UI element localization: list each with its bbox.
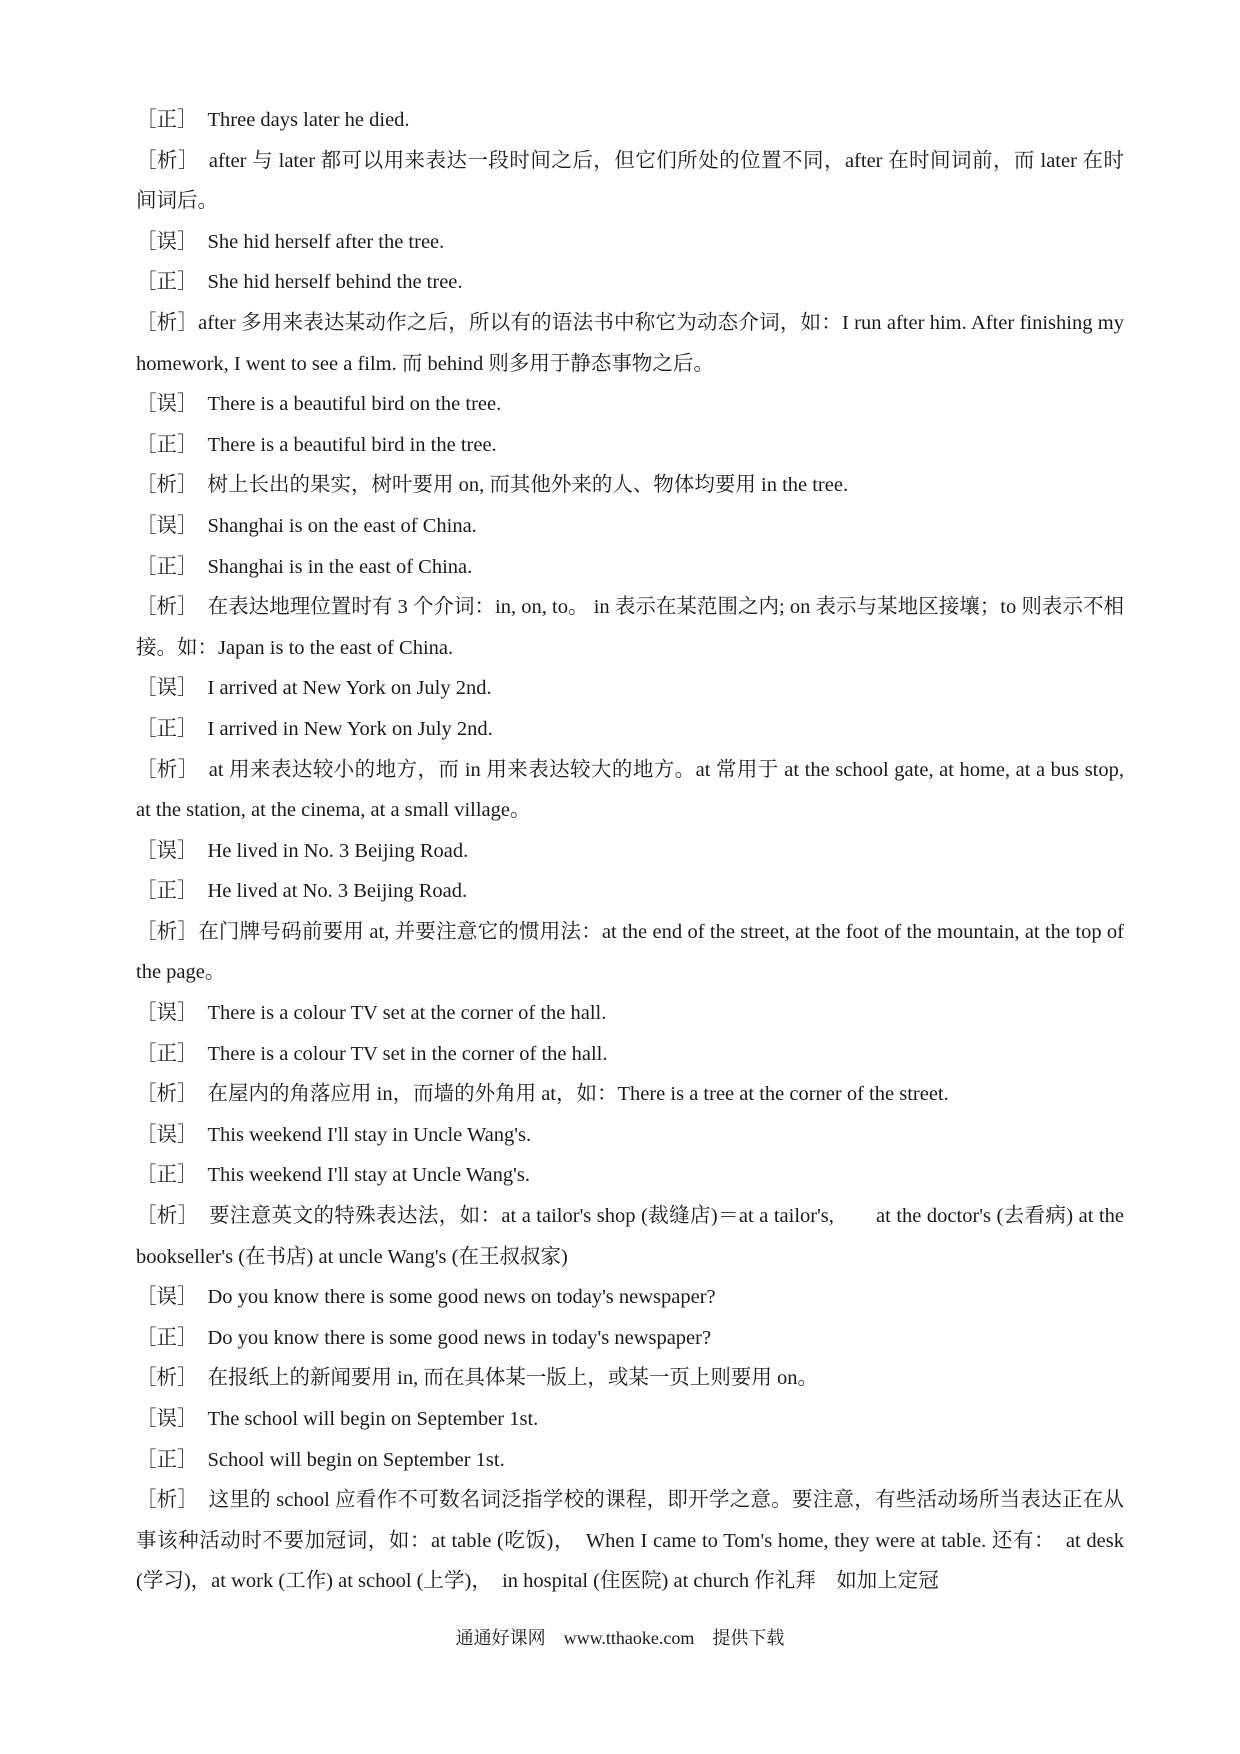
line-analysis	[136, 1480, 1124, 1602]
tag-wrong: ［误］	[136, 1408, 198, 1430]
line-analysis	[136, 141, 1124, 222]
line-analysis	[136, 303, 1124, 384]
tag-wrong: ［误］	[136, 1286, 198, 1309]
tag-wrong: ［误］	[136, 677, 198, 700]
line-wrong	[136, 506, 1124, 547]
tag-correct: ［正］	[136, 271, 198, 294]
line-analysis	[136, 912, 1124, 993]
line-text: 树上长出的果实，树叶要用 on, 而其他外来的人、物体均要用 in the tree.	[207, 474, 849, 497]
line-text: 这里的 school 应看作不可数名词泛指学校的课程，即开学之意。要注意，有些活动场所当表达正在从事该种活动时不要加冠词，如：at table (吃饭)， When I came to Tom's home, they were at table. 还有： at desk (学习)，at work (工作) at school (上学)， in hospital (住医院) at church 作礼拜 如加上定冠	[136, 1489, 1124, 1593]
line-wrong	[136, 1399, 1124, 1440]
tag-wrong: ［误］	[136, 1123, 198, 1146]
tag-analysis: ［析］	[136, 311, 199, 334]
line-text: Three days later he died.	[207, 109, 410, 131]
line-correct	[136, 1318, 1124, 1359]
tag-analysis: ［析］	[136, 149, 199, 172]
tag-wrong: ［误］	[136, 1002, 198, 1025]
line-text: I arrived at New York on July 2nd.	[207, 677, 492, 700]
line-text: She hid herself after the tree.	[207, 230, 445, 253]
tag-wrong: ［误］	[136, 230, 198, 253]
line-text: 要注意英文的特殊表达法，如：at a tailor's shop (裁缝店)＝at a tailor's, at the doctor's (去看病) at the bookseller's (在书店) at uncle Wang's (在王叔叔家)	[136, 1205, 1124, 1268]
tag-correct: ［正］	[136, 109, 198, 131]
tag-correct: ［正］	[136, 1448, 198, 1471]
line-correct	[136, 262, 1124, 303]
tag-analysis: ［析］	[136, 1489, 199, 1512]
tag-correct: ［正］	[136, 880, 198, 903]
line-wrong	[136, 993, 1124, 1034]
tag-analysis: ［析］	[136, 474, 198, 497]
line-text: He lived at No. 3 Beijing Road.	[207, 880, 468, 903]
line-correct	[136, 547, 1124, 588]
line-text: The school will begin on September 1st.	[207, 1408, 539, 1430]
line-analysis	[136, 465, 1124, 506]
line-wrong	[136, 668, 1124, 709]
line-correct	[136, 1034, 1124, 1075]
line-text: after 与 later 都可以用来表达一段时间之后，但它们所处的位置不同，after 在时间词前，而 later 在时间词后。	[136, 149, 1124, 213]
line-text: There is a beautiful bird in the tree.	[207, 433, 497, 456]
line-text: 在门牌号码前要用 at, 并要注意它的惯用法：at the end of the street, at the foot of the mountain, at the top of the page。	[136, 920, 1125, 984]
tag-analysis: ［析］	[136, 1205, 199, 1228]
line-wrong	[136, 831, 1124, 872]
line-text: Shanghai is in the east of China.	[207, 555, 473, 578]
line-correct	[136, 709, 1124, 750]
line-wrong	[136, 222, 1124, 263]
tag-analysis: ［析］	[136, 596, 198, 619]
line-text: School will begin on September 1st.	[207, 1448, 505, 1471]
line-text: He lived in No. 3 Beijing Road.	[207, 839, 469, 862]
line-correct	[136, 1155, 1124, 1196]
line-text: Shanghai is on the east of China.	[207, 514, 477, 537]
tag-correct: ［正］	[136, 555, 198, 578]
line-analysis	[136, 1074, 1124, 1115]
line-text: There is a colour TV set at the corner of the hall.	[207, 1002, 607, 1025]
line-correct	[136, 100, 1124, 141]
line-analysis	[136, 587, 1124, 668]
line-wrong	[136, 384, 1124, 425]
line-correct	[136, 871, 1124, 912]
line-text: This weekend I'll stay at Uncle Wang's.	[207, 1164, 530, 1187]
tag-correct: ［正］	[136, 1042, 198, 1065]
tag-correct: ［正］	[136, 433, 198, 456]
document-body	[136, 100, 1124, 1602]
line-analysis	[136, 1358, 1124, 1399]
tag-correct: ［正］	[136, 717, 198, 740]
tag-analysis: ［析］	[136, 1083, 198, 1106]
tag-correct: ［正］	[136, 1326, 198, 1349]
tag-wrong: ［误］	[136, 393, 198, 416]
page-footer: 通通好课网 www.tthaoke.com 提供下载	[455, 1628, 785, 1648]
line-text: This weekend I'll stay in Uncle Wang's.	[207, 1123, 532, 1146]
tag-correct: ［正］	[136, 1164, 198, 1187]
line-text: at 用来表达较小的地方，而 in 用来表达较大的地方。at 常用于 at the school gate, at home, at a bus stop, at the station, at the cinema, at a small village。	[136, 758, 1125, 822]
line-correct	[136, 1440, 1124, 1481]
line-text: 在表达地理位置时有 3 个介词：in, on, to。 in 表示在某范围之内; on 表示与某地区接壤；to 则表示不相接。如：Japan is to the east of China.	[136, 596, 1124, 659]
line-wrong	[136, 1277, 1124, 1318]
line-wrong	[136, 1115, 1124, 1156]
tag-wrong: ［误］	[136, 839, 198, 862]
line-correct	[136, 425, 1124, 466]
line-text: 在屋内的角落应用 in，而墙的外角用 at，如：There is a tree at the corner of the street.	[207, 1083, 949, 1106]
line-analysis	[136, 750, 1124, 831]
line-text: There is a colour TV set in the corner of the hall.	[207, 1042, 608, 1065]
tag-analysis: ［析］	[136, 758, 199, 781]
tag-analysis: ［析］	[136, 1367, 198, 1390]
line-text: Do you know there is some good news on today's newspaper?	[207, 1286, 716, 1309]
line-text: 在报纸上的新闻要用 in, 而在具体某一版上，或某一页上则要用 on。	[207, 1367, 818, 1390]
line-text: There is a beautiful bird on the tree.	[207, 393, 502, 416]
line-text: after 多用来表达某动作之后，所以有的语法书中称它为动态介词，如：I run after him. After finishing my homework, I went to see a film. 而 behind 则多用于静态事物之后。	[136, 311, 1125, 375]
line-text: Do you know there is some good news in today's newspaper?	[207, 1326, 712, 1349]
tag-wrong: ［误］	[136, 514, 198, 537]
tag-analysis: ［析］	[136, 920, 199, 943]
line-text: She hid herself behind the tree.	[207, 271, 463, 294]
line-analysis	[136, 1196, 1124, 1277]
line-text: I arrived in New York on July 2nd.	[207, 717, 493, 740]
